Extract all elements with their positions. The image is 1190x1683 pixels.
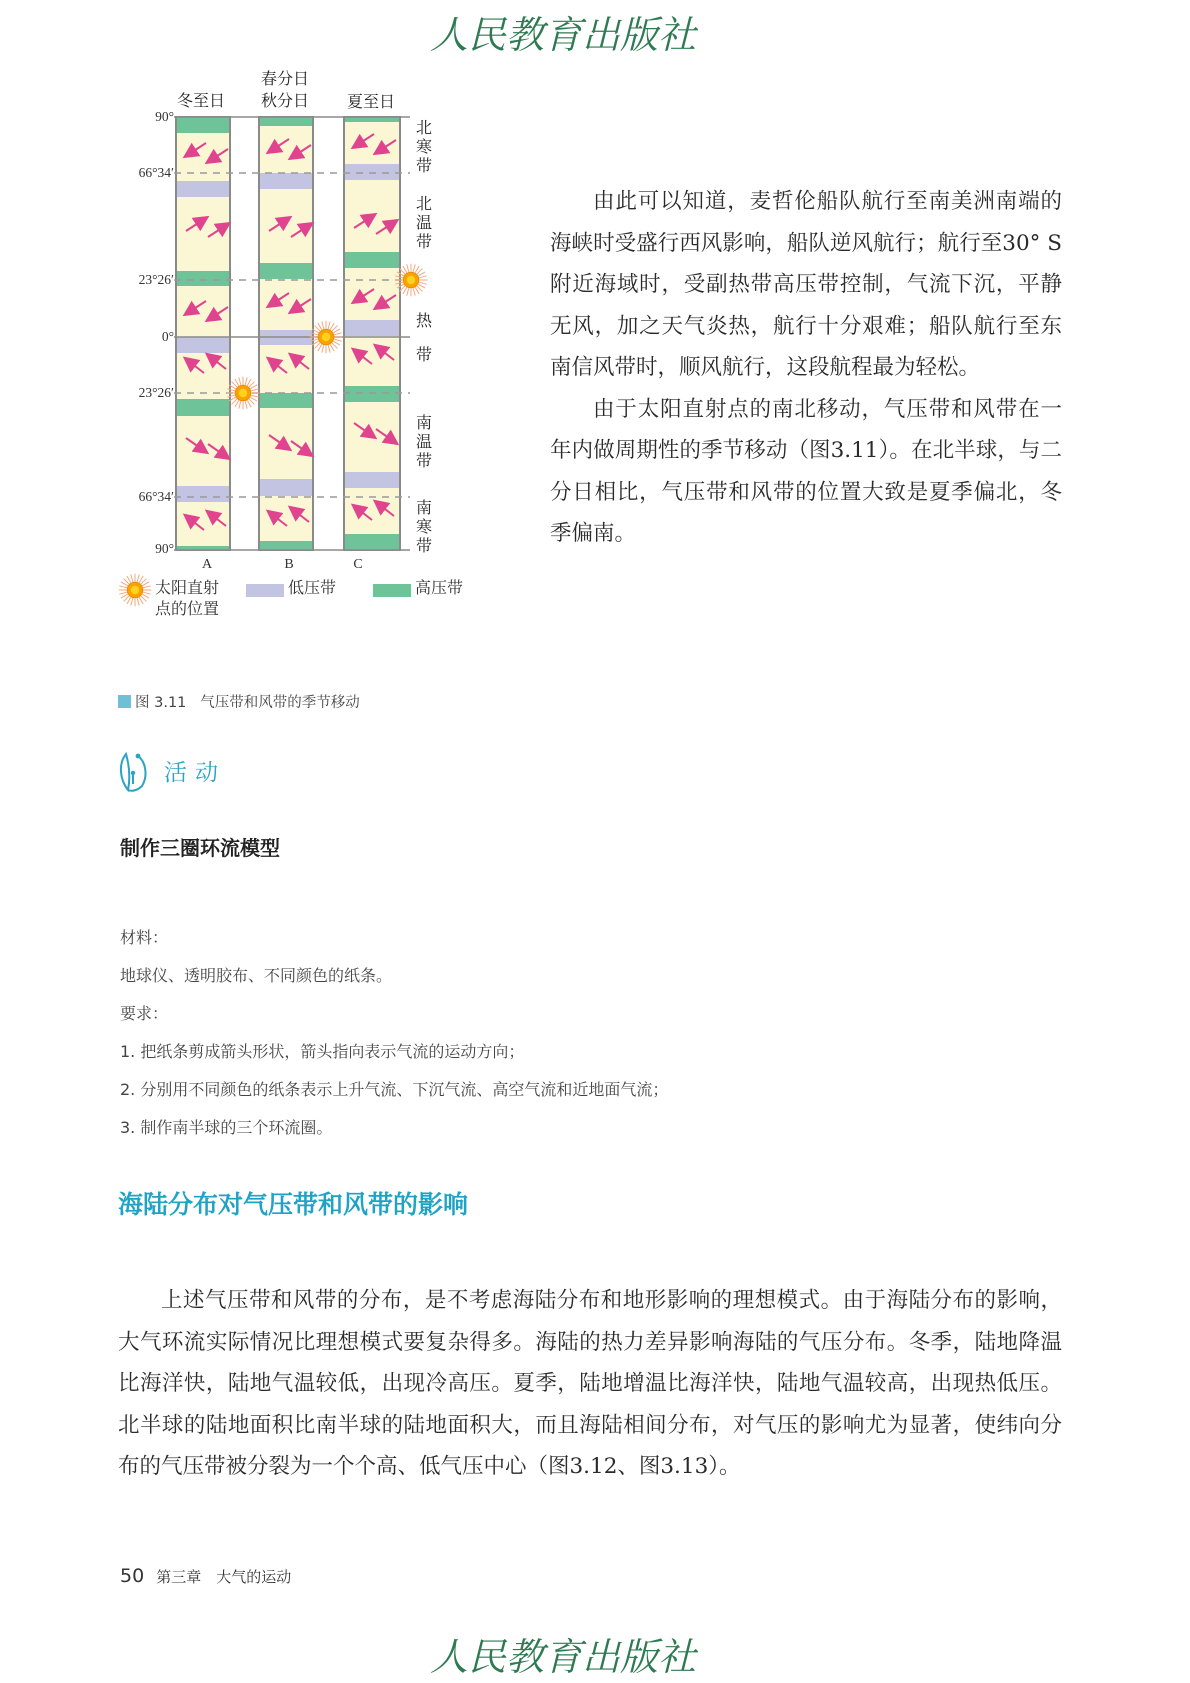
materials-text: 地球仪、透明胶布、不同颜色的纸条。: [120, 966, 393, 985]
high-pressure-band: [177, 117, 229, 133]
publisher-logo-text: 人民教育出版社: [430, 13, 697, 57]
low-pressure-band: [345, 472, 399, 488]
requirements-label: 要求：: [120, 1004, 169, 1023]
low-pressure-band: [177, 181, 229, 197]
zone-label-tropic-2: 带: [415, 345, 432, 364]
lat-label-0: 0°: [161, 329, 174, 344]
lat-label-23s: 23°26′: [138, 385, 174, 400]
page-footer: [120, 1565, 291, 1587]
high-pressure-band: [345, 534, 399, 550]
lat-label-23n: 23°26′: [138, 272, 174, 287]
column-letter-b: B: [284, 557, 294, 572]
column-title-b-line2: 秋分日: [260, 91, 309, 110]
high-pressure-band: [260, 263, 312, 279]
publisher-logo-bottom-text: 人民教育出版社: [430, 1635, 697, 1679]
sun-legend-icon: [118, 573, 152, 607]
publisher-logo-bottom: [430, 1630, 760, 1682]
legend-sun-line1: 太阳直射: [155, 578, 220, 597]
lat-label-90n: 90°: [155, 109, 174, 124]
caption-text: 气压带和风带的季节移动: [200, 695, 360, 711]
sun-legend-symbol: [119, 574, 151, 606]
column-letter-a: A: [201, 557, 213, 572]
activity-header: [116, 750, 226, 790]
figure-caption: [118, 691, 360, 712]
column-title-a: 冬至日: [176, 91, 225, 110]
high-pressure-band: [177, 399, 229, 416]
right-column-text: [550, 181, 1062, 555]
low-pressure-swatch: [246, 584, 284, 597]
section-body: [118, 1280, 1062, 1488]
low-pressure-band: [260, 479, 312, 496]
requirement-step-1: 1. 把纸条剪成箭头形状，箭头指向表示气流的运动方向；: [120, 1042, 525, 1061]
column-letter-c: C: [353, 557, 363, 572]
caption-number: 图 3.11: [135, 695, 187, 711]
low-pressure-band: [177, 486, 229, 502]
lat-label-90s: 90°: [155, 541, 174, 556]
low-pressure-band: [345, 164, 399, 180]
zone-label-north-frigid: 北寒带: [415, 118, 432, 175]
high-pressure-band: [260, 541, 312, 550]
belt-column-b: [259, 117, 313, 550]
low-pressure-band: [345, 320, 399, 336]
zone-label-tropic-1: 热: [415, 311, 432, 330]
sun-direct-point-winter: [227, 377, 259, 409]
caption-marker: [118, 695, 131, 708]
low-pressure-band: [260, 173, 312, 189]
activity-icon: [116, 750, 160, 794]
column-title-c: 夏至日: [346, 92, 395, 111]
requirement-step-3: 3. 制作南半球的三个环流圈。: [120, 1118, 333, 1137]
section-paragraph: 上述气压带和风带的分布，是不考虑海陆分布和地形影响的理想模式。由于海陆分布的影响，大气环流实际情况比理想模式要复杂得多。海陆的热力差异影响海陆的气压分布。冬季，陆地降温比海洋快，陆地气温较低，出现冷高压。夏季，陆地增温比海洋快，陆地气温较高，出现热低压。北半球的陆地面积比南半球的陆地面积大，而且海陆相间分布，对气压的影响尤为显著，使纬向分布的气压带被分裂为一个个高、低气压中心（图3.12、图3.13）。: [118, 1288, 1062, 1479]
section-title: 海陆分布对气压带和风带的影响: [118, 1190, 469, 1219]
requirement-step-2: 2. 分别用不同颜色的纸条表示上升气流、下沉气流、高空气流和近地面气流；: [120, 1080, 669, 1099]
column-title-b-line1: 春分日: [260, 69, 309, 88]
zone-label-south-temperate: 南温带: [415, 413, 432, 470]
high-pressure-band: [177, 271, 229, 286]
belt-column-c: [344, 117, 400, 550]
publisher-logo: [430, 8, 760, 60]
high-pressure-band: [260, 117, 312, 126]
sun-direct-point-equinox: [310, 321, 342, 353]
high-pressure-band: [260, 393, 312, 408]
right-paragraph-2: 由于太阳直射点的南北移动，气压带和风带在一年内做周期性的季节移动（图3.11）。在北半球，与二分日相比，气压带和风带的位置大致是夏季偏北，冬季偏南。: [550, 396, 1062, 546]
high-pressure-band: [345, 386, 399, 402]
activity-title: 活动: [164, 760, 226, 786]
right-paragraph-1: 由此可以知道，麦哲伦船队航行至南美洲南端的海峡时受盛行西风影响，船队逆风航行；航行至30° S附近海域时，受副热带高压带控制，气流下沉，平静无风，加之天气炎热，航行十分艰难；船队航行至东南信风带时，顺风航行，这段航程最为轻松。: [550, 189, 1062, 380]
zone-label-north-temperate: 北温带: [415, 194, 432, 251]
legend-high-pressure: 高压带: [415, 578, 464, 597]
zone-label-south-frigid: 南寒带: [415, 498, 432, 555]
sun-direct-point-summer: [395, 264, 427, 296]
belt-column-a: [176, 117, 230, 550]
legend-low-pressure: 低压带: [288, 578, 337, 597]
high-pressure-band: [345, 252, 399, 268]
legend-sun-line2: 点的位置: [155, 599, 220, 618]
low-pressure-band: [177, 337, 229, 353]
lat-label-66s: 66°34′: [138, 489, 174, 504]
activity-heading: 制作三圈环流模型: [120, 836, 280, 860]
lat-label-66n: 66°34′: [138, 165, 174, 180]
page-number: 50: [120, 1565, 145, 1587]
high-pressure-swatch: [373, 584, 411, 597]
chapter-title: 第三章 大气的运动: [156, 1568, 292, 1586]
materials-label: 材料：: [120, 928, 169, 947]
pressure-wind-belts-diagram: [110, 60, 510, 700]
